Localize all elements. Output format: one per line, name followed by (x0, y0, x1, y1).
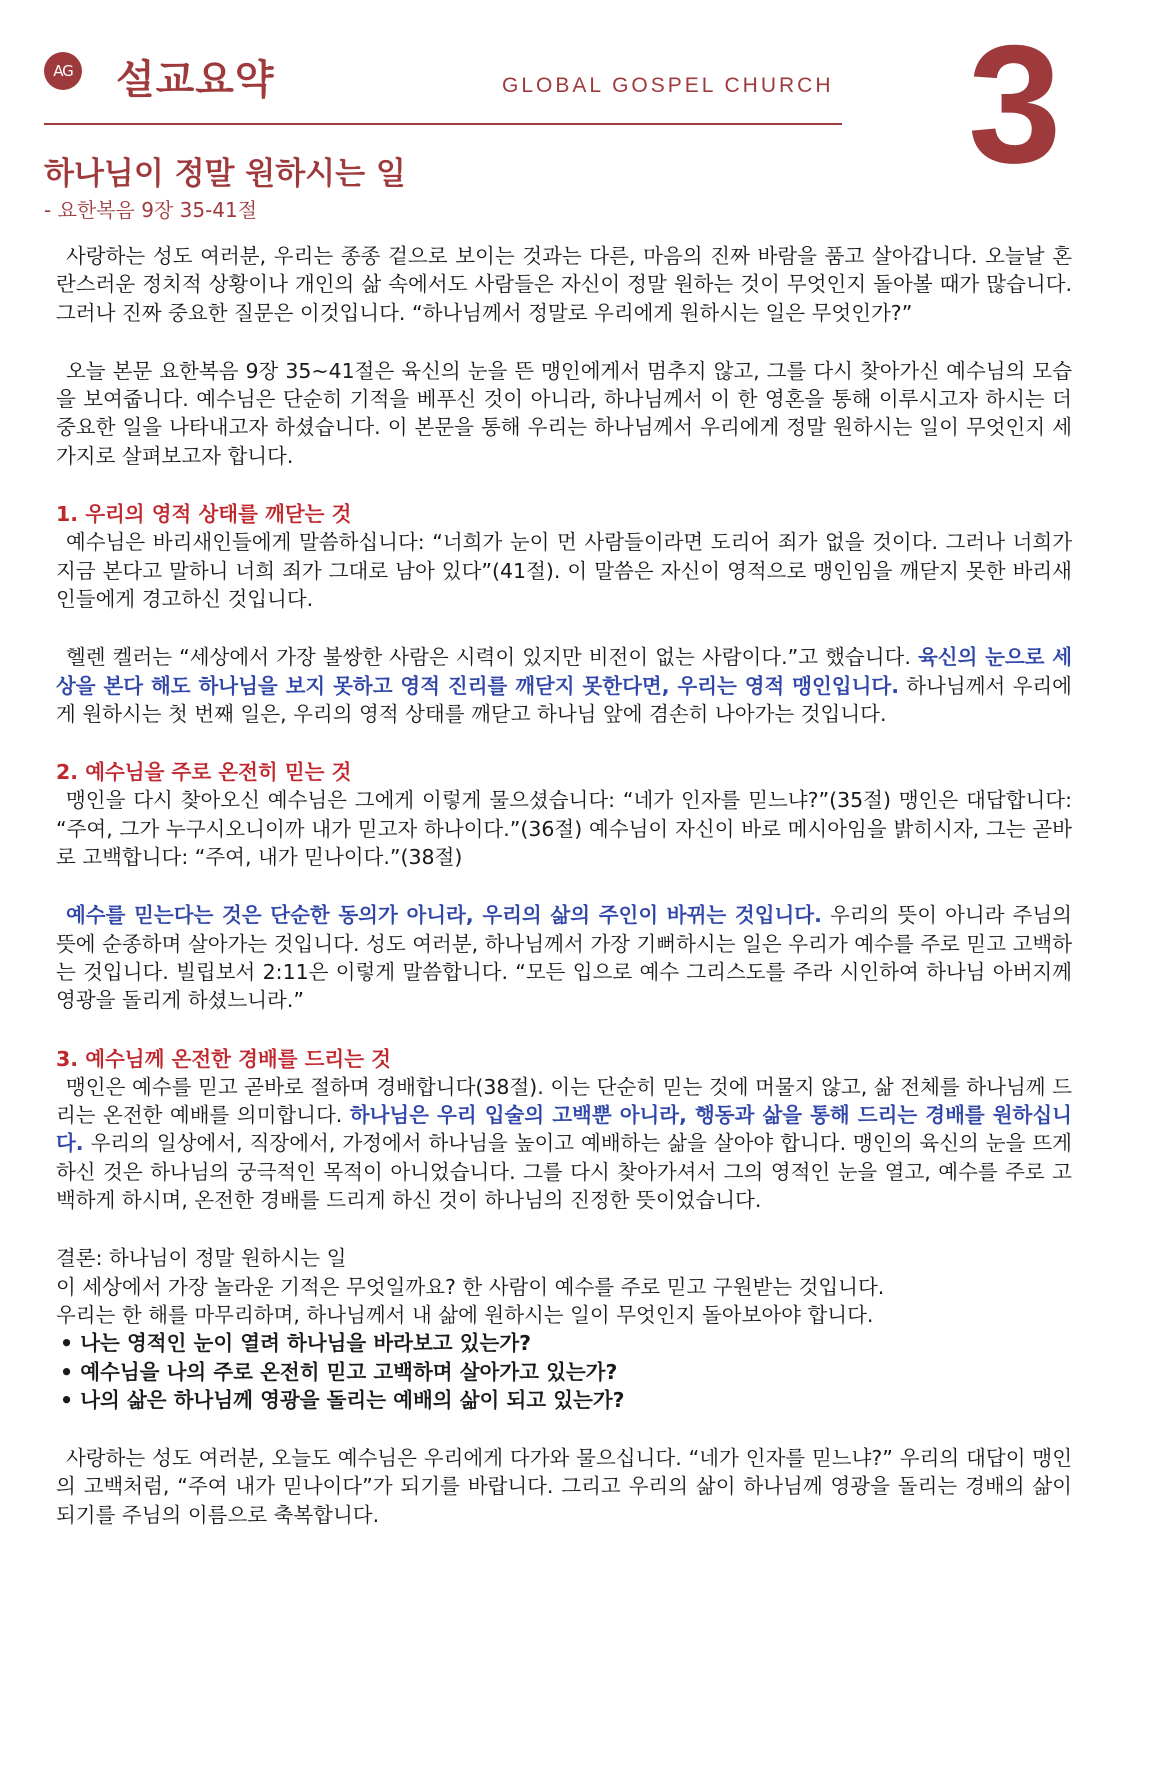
header-divider (44, 123, 842, 125)
section-1 (56, 500, 1072, 728)
sermon-title: 하나님이 정말 원하시는 일 (44, 156, 406, 192)
reflection-question: • 예수님을 나의 주로 온전히 믿고 고백하며 살아가고 있는가? (56, 1358, 1072, 1386)
conclusion (56, 1244, 1072, 1529)
section-1-lead: 헬렌 켈러는 “세상에서 가장 불쌍한 사람은 시력이 있지만 비전이 없는 사람이다.”고 했습니다. (66, 645, 911, 670)
intro-paragraph-2: 오늘 본문 요한복음 9장 35~41절은 육신의 눈을 뜬 맹인에게서 멈추지 않고, 그를 다시 찾아가신 예수님의 모습을 보여줍니다. 예수님은 단순히 기적을 베푸신 것이 아니라, 하나님께서 이 한 영혼을 통해 이루시고자 하시는 더 중요한 일을 나타내고자 하셨습니다. 이 본문을 통해 우리는 하나님께서 우리에게 정말 원하시는 일이 무엇인지 세 가지로 살펴보고자 합니다. (56, 358, 1072, 468)
section-3-highlight: 하나님은 우리 입술의 고백뿐 아니라, 행동과 삶을 통해 드리는 경배를 원하십니다. (56, 1103, 1072, 1156)
reflection-question: • 나의 삶은 하나님께 영광을 돌리는 예배의 삶이 되고 있는가? (56, 1386, 1072, 1414)
section-2-paragraph-1: 맹인을 다시 찾아오신 예수님은 그에게 이렇게 물으셨습니다: “네가 인자를 믿느냐?”(35절) 맹인은 대답합니다: “주여, 그가 누구시오니이까 내가 믿고자 하나이다.”(36절) 예수님이 자신이 바로 메시아임을 밝히시자, 그는 곧바로 고백합니다: “주여, 내가 믿나이다.”(38절) (56, 788, 1072, 870)
section-3-paragraph-1 (56, 1073, 1072, 1214)
church-name: GLOBAL GOSPEL CHURCH (502, 74, 834, 97)
conclusion-line-1: 이 세상에서 가장 놀라운 기적은 무엇일까요? 한 사람이 예수를 주로 믿고 구원받는 것입니다. (56, 1274, 885, 1299)
scripture-reference: - 요한복음 9장 35-41절 (44, 198, 258, 222)
section-heading: 3. 예수님께 온전한 경배를 드리는 것 (56, 1046, 391, 1071)
section-2 (56, 758, 1072, 1014)
section-3-lead: 맹인은 예수를 믿고 곧바로 절하며 경배합니다(38절). 이는 단순히 믿는 것에 머물지 않고, 삶 전체를 하나님께 드리는 온전한 예배를 의미합니다. (56, 1074, 1072, 1128)
section-1-paragraph-1: 예수님은 바리새인들에게 말씀하십니다: “너희가 눈이 먼 사람들이라면 도리어 죄가 없을 것이다. 그러나 너희가 지금 본다고 말하니 너희 죄가 그대로 남아 있다”(41절). 이 말씀은 자신이 영적으로 맹인임을 깨닫지 못한 바리새인들에게 경고하신 것입니다. (56, 530, 1072, 611)
section-2-highlight: 예수를 믿는다는 것은 단순한 동의가 아니라, 우리의 삶의 주인이 바뀌는 것입니다. (66, 903, 822, 928)
church-logo-icon: AG (44, 52, 82, 90)
section-2-tail: 우리의 뜻이 아니라 주님의 뜻에 순종하며 살아가는 것입니다. 성도 여러분, 하나님께서 가장 기뻐하시는 일은 우리가 예수를 주로 믿고 고백하는 것입니다. 빌립보서 2:11은 이렇게 말씀합니다. “모든 입으로 예수 그리스도를 주라 시인하여 하나님 아버지께 영광을 돌리게 하셨느니라.” (56, 903, 1072, 1013)
section-heading: 2. 예수님을 주로 온전히 믿는 것 (56, 760, 352, 785)
page-title: 설교요약 (116, 57, 275, 103)
closing-paragraph: 사랑하는 성도 여러분, 오늘도 예수님은 우리에게 다가와 물으십니다. “네가 인자를 믿느냐?” 우리의 대답이 맹인의 고백처럼, “주여 내가 믿나이다”가 되기를 바랍니다. 그리고 우리의 삶이 하나님께 영광을 돌리는 경배의 삶이 되기를 주님의 이름으로 축복합니다. (56, 1446, 1072, 1527)
section-2-paragraph-2 (56, 901, 1072, 1014)
section-1-tail: 하나님께서 우리에게 원하시는 첫 번째 일은, 우리의 영적 상태를 깨닫고 하나님 앞에 겸손히 나아가는 것입니다. (56, 673, 1072, 726)
issue-number: 3 (968, 10, 1062, 198)
reflection-questions (56, 1329, 1072, 1414)
intro-paragraph-1: 사랑하는 성도 여러분, 우리는 종종 겉으로 보이는 것과는 다른, 마음의 진짜 바람을 품고 살아갑니다. 오늘날 혼란스러운 정치적 상황이나 개인의 삶 속에서도 사람들은 자신이 정말 원하는 것이 무엇인지 돌아볼 때가 많습니다. 그러나 진짜 중요한 질문은 이것입니다. “하나님께서 정말로 우리에게 원하시는 일은 무엇인가?” (56, 244, 1072, 325)
section-3 (56, 1045, 1072, 1215)
reflection-question: • 나는 영적인 눈이 열려 하나님을 바라보고 있는가? (56, 1329, 1072, 1357)
section-3-tail: 우리의 일상에서, 직장에서, 가정에서 하나님을 높이고 예배하는 삶을 살아야 합니다. 맹인의 육신의 눈을 뜨게 하신 것은 하나님의 궁극적인 목적이 아니었습니다. 그를 다시 찾아가셔서 그의 영적인 눈을 열고, 예수를 주로 고백하게 하시며, 온전한 경배를 드리게 하신 것이 하나님의 진정한 뜻이었습니다. (56, 1131, 1072, 1213)
section-1-highlight: 육신의 눈으로 세상을 본다 해도 하나님을 보지 못하고 영적 진리를 깨닫지 못한다면, 우리는 영적 맹인입니다. (56, 645, 1072, 698)
conclusion-title: 결론: 하나님이 정말 원하시는 일 (56, 1246, 347, 1271)
section-1-paragraph-2 (56, 643, 1072, 728)
sermon-body (56, 242, 1072, 1559)
section-heading: 1. 우리의 영적 상태를 깨닫는 것 (56, 502, 352, 527)
page-header (44, 44, 844, 134)
conclusion-line-2: 우리는 한 해를 마무리하며, 하나님께서 내 삶에 원하시는 일이 무엇인지 돌아보아야 합니다. (56, 1302, 874, 1327)
